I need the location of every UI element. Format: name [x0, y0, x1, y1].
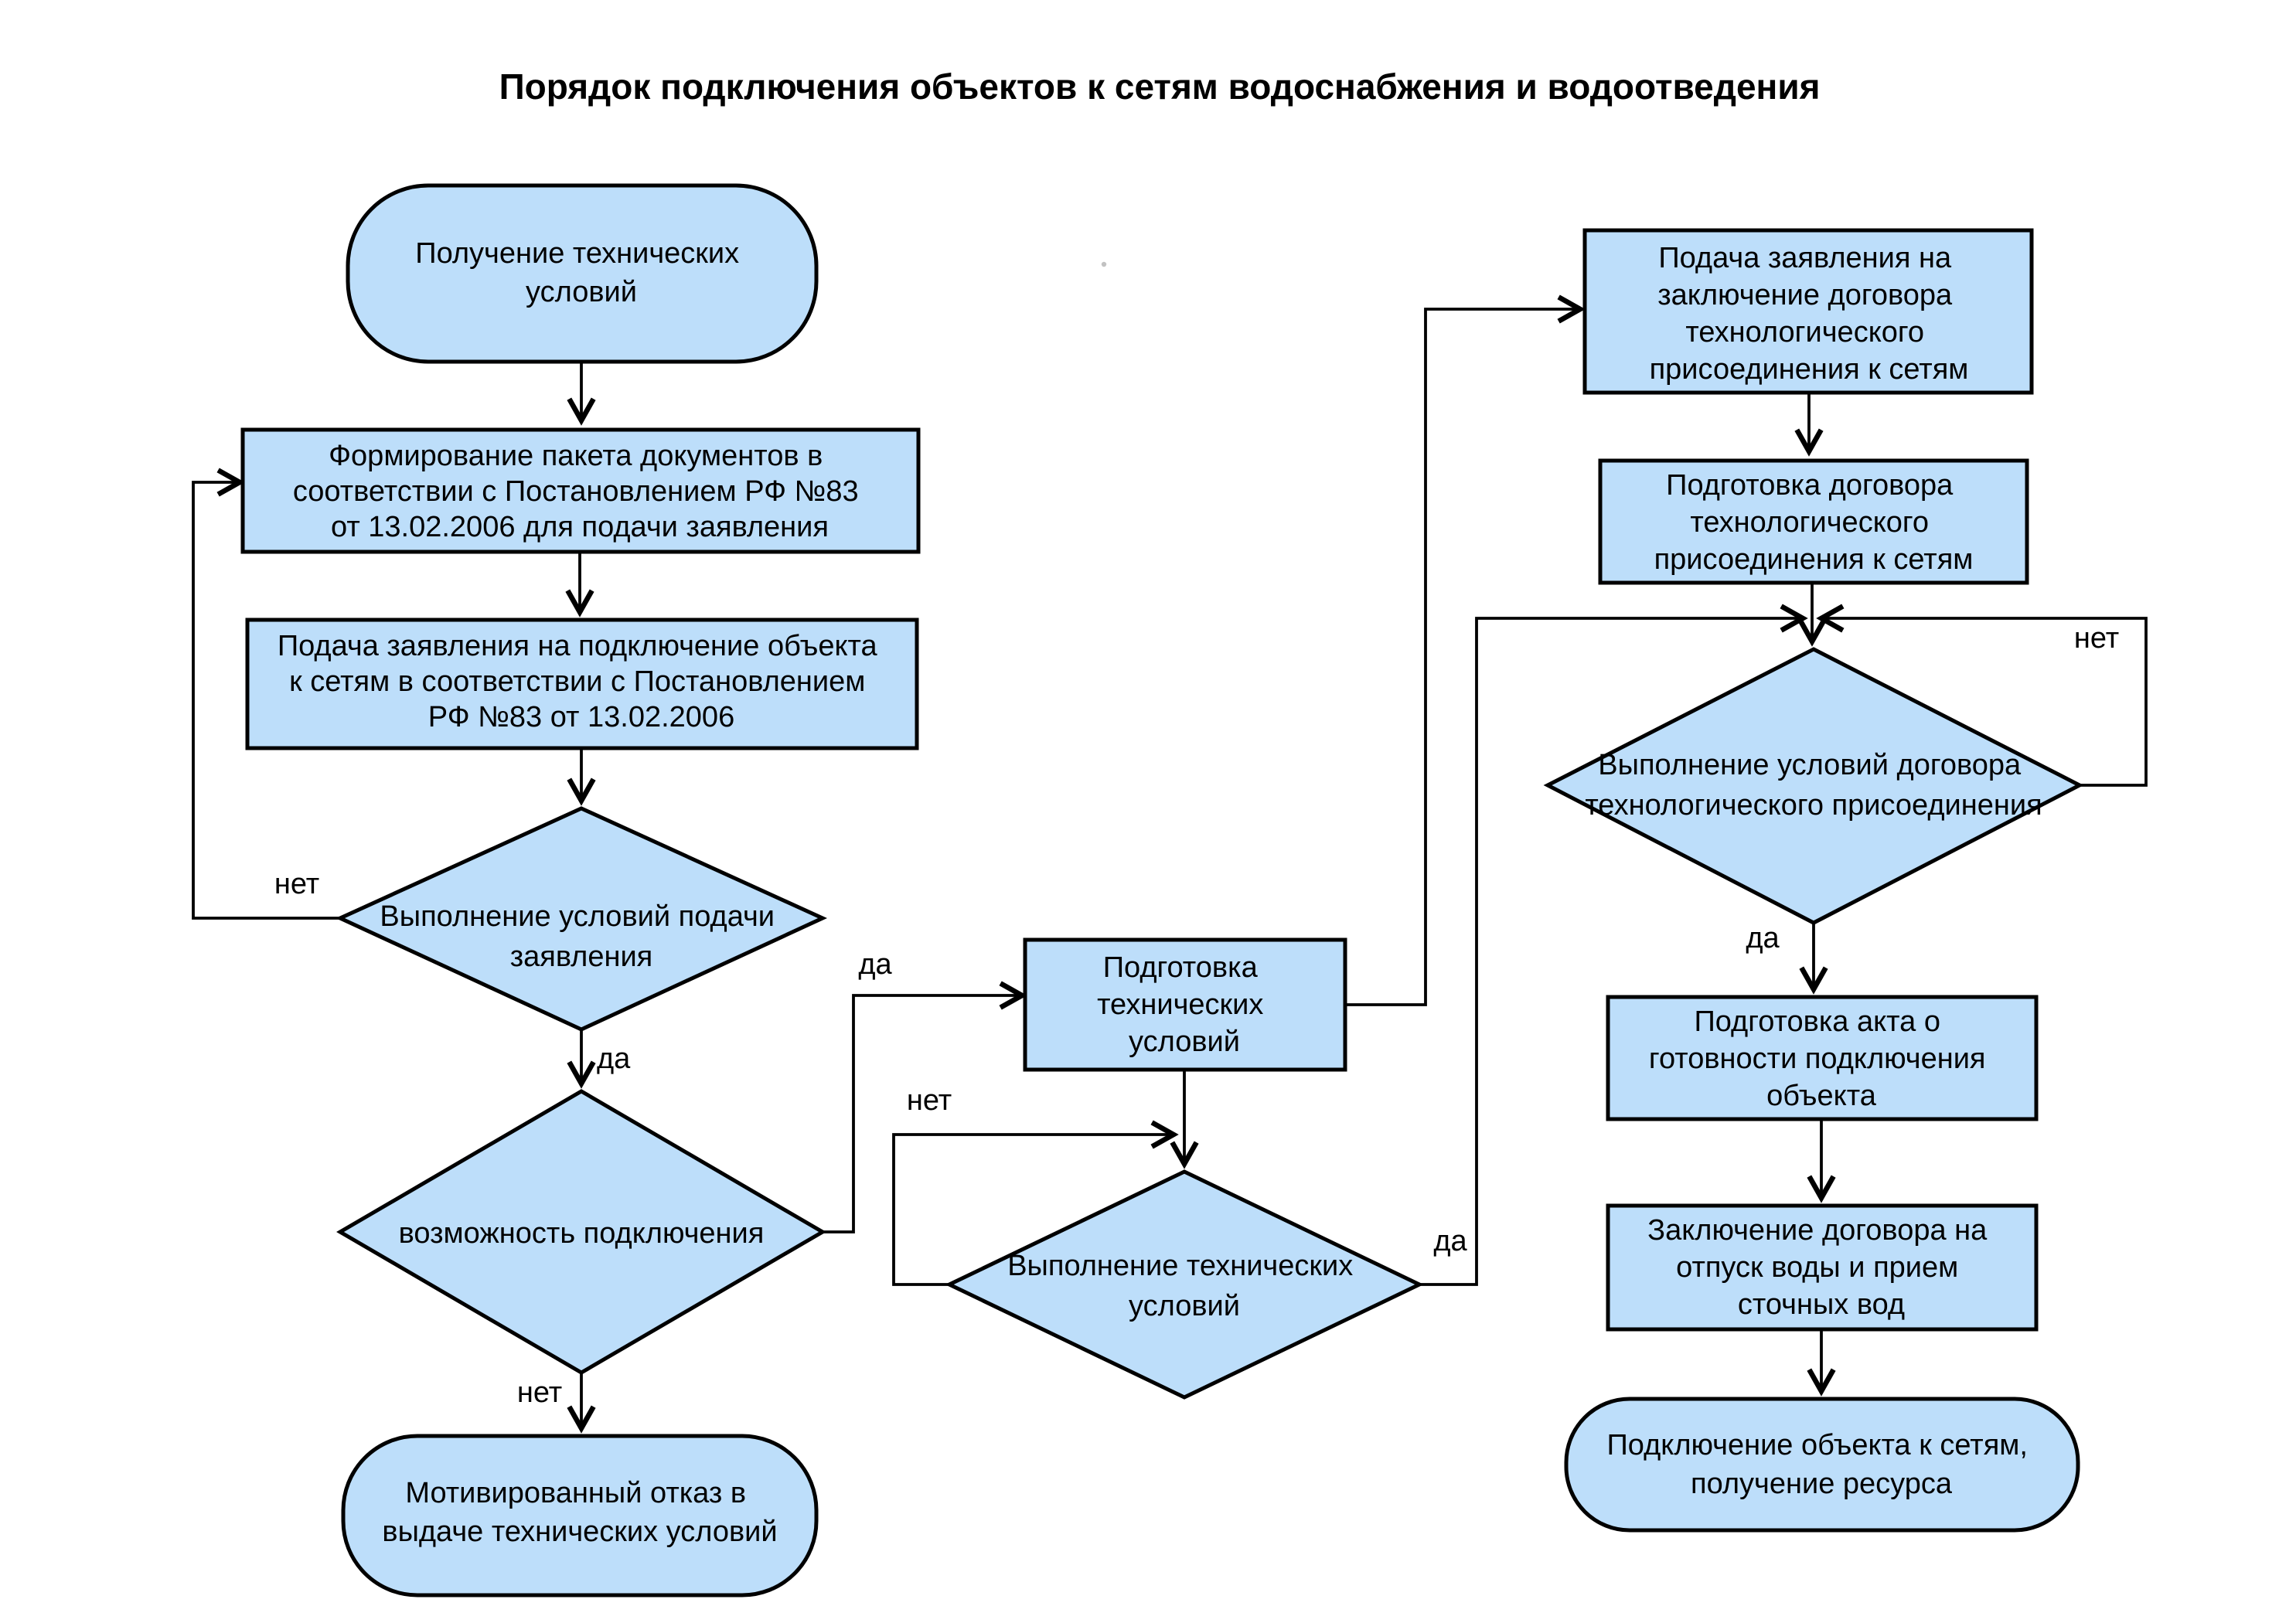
node-text-line: РФ №83 от 13.02.2006 [428, 701, 735, 733]
node-check-submission [340, 808, 823, 1029]
node-text-line: технических [1097, 988, 1264, 1021]
node-text-line: Подготовка договора [1666, 469, 1954, 502]
node-refusal [343, 1436, 816, 1595]
decision-check-contract-shape [1548, 649, 2080, 923]
node-text-line: соответствии с Постановлением РФ №83 [292, 475, 859, 508]
arrow-prepare-tech-to-submit-contract [1345, 309, 1580, 1005]
node-text-line: присоединения к сетям [1654, 543, 1974, 576]
page-title: Порядок подключения объектов к сетям водоснабжения и водоотведения [499, 66, 1821, 107]
node-text-line: Формирование пакета документов в [329, 440, 823, 472]
node-water-contract [1608, 1206, 2036, 1329]
node-text-line: Подключение объекта к сетям, [1606, 1429, 2028, 1461]
node-text-line: Подача заявления на [1658, 242, 1952, 274]
node-text-line: отпуск воды и прием [1676, 1251, 1959, 1284]
node-text-line: Выполнение условий договора [1598, 749, 2022, 781]
node-submit-contract-request [1585, 230, 2032, 393]
node-text-line: Мотивированный отказ в [405, 1477, 747, 1509]
node-start [348, 185, 816, 362]
decision-check-tech-shape [949, 1172, 1419, 1397]
node-connected [1566, 1399, 2078, 1530]
node-text-line: Получение технических [415, 237, 740, 270]
node-text-line: Подготовка [1102, 951, 1258, 984]
label-yes-check-submission: да [597, 1043, 631, 1075]
node-text-line: условий [526, 276, 637, 308]
node-check-possibility [340, 1091, 823, 1373]
node-form-docs [243, 430, 918, 552]
label-yes-check-tech: да [1433, 1225, 1467, 1257]
node-text-line: готовности подключения [1648, 1043, 1986, 1075]
node-submit-connection [247, 620, 917, 748]
node-check-contract-conditions [1548, 649, 2080, 923]
label-no-check-contract: нет [2073, 622, 2120, 655]
process-prepare-contract-text [1654, 469, 1974, 576]
terminator-connected-shape [1566, 1399, 2078, 1530]
node-text-line: технологического [1685, 316, 1925, 349]
label-no-check-submission: нет [274, 868, 320, 900]
node-text-line: Подготовка акта о [1694, 1005, 1940, 1038]
node-text-line: заявления [509, 941, 653, 973]
node-text-line: технологического [1690, 506, 1930, 539]
node-text-line: объекта [1766, 1080, 1876, 1112]
speck-artifact [1102, 262, 1106, 267]
label-yes-check-possibility: да [858, 948, 892, 981]
node-text-line: выдаче технических условий [382, 1516, 778, 1548]
node-text-line: Заключение договора на [1647, 1214, 1988, 1247]
node-check-tech-conditions [949, 1172, 1419, 1397]
node-text-line: Выполнение условий подачи [380, 900, 775, 933]
node-text-line: сточных вод [1737, 1288, 1906, 1321]
node-prepare-contract [1600, 461, 2027, 583]
process-form-docs-text [293, 440, 867, 543]
label-no-check-tech: нет [906, 1084, 952, 1117]
label-yes-check-contract: да [1746, 922, 1780, 954]
terminator-start-shape [348, 185, 816, 362]
node-text-line: от 13.02.2006 для подачи заявления [331, 511, 829, 543]
node-text-line: получение ресурса [1691, 1468, 1952, 1500]
node-text-line: к сетям в соответствии с Постановлением [289, 665, 866, 698]
node-readiness-act [1608, 997, 2036, 1119]
label-no-check-possibility: нет [516, 1376, 563, 1409]
node-text-line: условий [1129, 1026, 1240, 1058]
node-text-line: технологического присоединения [1585, 789, 2042, 822]
node-text-line: условий [1129, 1290, 1240, 1322]
node-text-line: возможность подключения [398, 1217, 765, 1250]
node-text-line: Выполнение технических [1007, 1250, 1354, 1282]
decision-check-possibility-text [399, 1217, 765, 1250]
node-text-line: заключение договора [1657, 279, 1953, 311]
node-text-line: присоединения к сетям [1649, 353, 1969, 386]
node-text-line: Подача заявления на подключение объекта [277, 630, 877, 662]
node-prepare-tech-conditions [1025, 940, 1345, 1070]
